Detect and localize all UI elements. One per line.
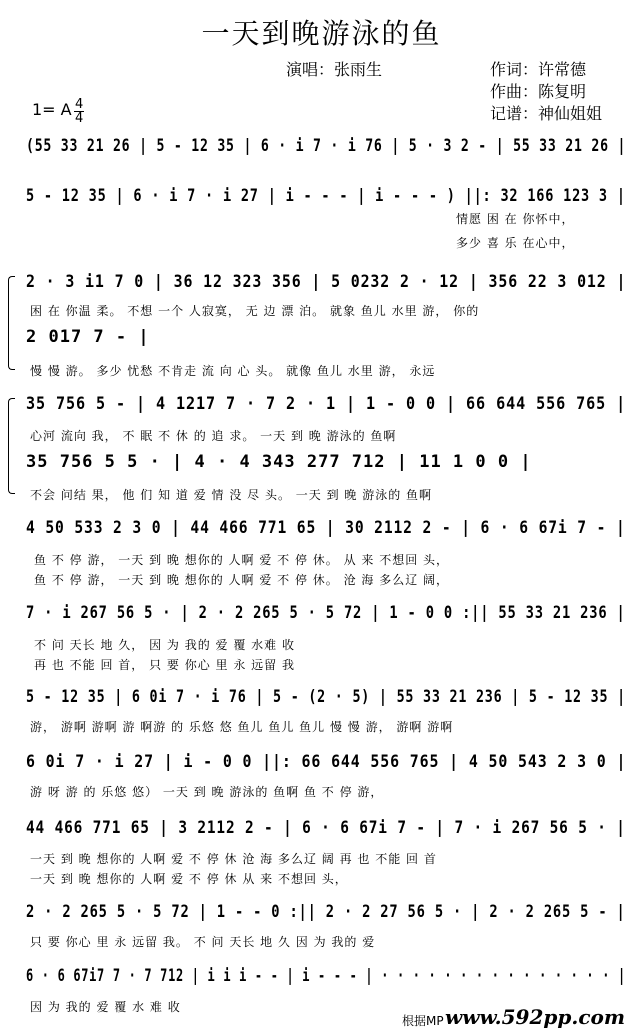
site-watermark: www.592pp.com: [445, 1005, 625, 1029]
notation-row: (55 33 21 26 | 5 - 12 35 | 6 · i 7 · i 76 | 5 · 3 2 - | 55 33 21 26 |: [26, 136, 627, 156]
notation-row: 2 · 3 i1 7 0 | 36 12 323 356 | 5 0232 2 · 12 | 356 22 3 012 |: [26, 272, 627, 292]
lyric-line: 只 要 你心 里 永 远留 我。 不 问 天长 地 久 因 为 我的 爱: [30, 935, 376, 949]
lyric-line: 情愿 困 在 你怀中，: [456, 212, 575, 226]
key-signature: 1= A: [32, 100, 72, 119]
lyric-line: 一天 到 晚 想你的 人啊 爱 不 停 休 沧 海 多么辽 阔 再 也 不能 回 首: [30, 852, 437, 866]
notation-row: 35 756 5 - | 4 1217 7 · 7 2 · 1 | 1 - 0 0 | 66 644 556 765 |: [26, 394, 627, 414]
time-signature: [74, 98, 84, 125]
notation-row: 5 - 12 35 | 6 · i 7 · i 27 | i - - - | i - - - ) ||: 32 166 123 3 |: [26, 186, 626, 206]
time-bottom: 4: [75, 111, 84, 126]
repeat-brace: [8, 398, 15, 494]
lyric-line: 再 也 不能 回 首， 只 要 你心 里 永 远留 我: [34, 658, 295, 672]
notation-row: 35 756 5 5 · | 4 · 4 343 277 712 | 11 1 0 0 |: [26, 452, 532, 472]
notation-row: 6 0i 7 · i 27 | i - 0 0 ||: 66 644 556 765 | 4 50 543 2 3 0 |: [26, 752, 627, 772]
notation-row: 4 50 533 2 3 0 | 44 466 771 65 | 30 2112 2 - | 6 · 6 67i 7 - |: [26, 518, 626, 538]
lyric-line: 因 为 我的 爱 覆 水 难 收: [30, 1000, 181, 1014]
singer-credit: 演唱：张雨生: [286, 60, 383, 79]
notation-row: 2 017 7 - |: [26, 327, 150, 347]
lyric-line: 鱼 不 停 游， 一天 到 晚 想你的 人啊 爱 不 停 休。 从 来 不想回 头，: [34, 553, 450, 567]
credit-note: 根据MP: [402, 1014, 444, 1028]
lyric-line: 游 呀 游 的 乐悠 悠） 一天 到 晚 游泳的 鱼啊 鱼 不 停 游，: [30, 785, 384, 799]
lyric-line: 慢 慢 游。 多少 忧愁 不肯走 流 向 心 头。 就像 鱼儿 水里 游， 永远: [30, 364, 436, 378]
lyric-line: 困 在 你温 柔。 不想 一个 人寂寞， 无 边 漂 泊。 就象 鱼儿 水里 游， 你的: [30, 304, 480, 318]
lyric-line: 多少 喜 乐 在心中，: [456, 236, 575, 250]
notation-row: 5 - 12 35 | 6 0i 7 · i 76 | 5 - (2 · 5) | 55 33 21 236 | 5 - 12 35 |: [26, 687, 626, 707]
lyric-line: 心河 流向 我， 不 眠 不 休 的 追 求。 一天 到 晚 游泳的 鱼啊: [30, 429, 397, 443]
notation-row: 44 466 771 65 | 3 2112 2 - | 6 · 6 67i 7 - | 7 · i 267 56 5 · |: [26, 818, 626, 838]
lyric-line: 不 问 天长 地 久， 因 为 我的 爱 覆 水难 收: [34, 638, 295, 652]
song-title: 一天到晚游泳的鱼: [201, 17, 442, 50]
lyricist-credit: 作词：许常德: [490, 60, 587, 79]
notation-row: 6 · 6 67i7 7 · 7 712 | i i i - - | i - - - | · · · · · · · · · · · · · · · |: [26, 966, 626, 986]
notation-row: 2 · 2 265 5 · 5 72 | 1 - - 0 :|| 2 · 2 27 56 5 · | 2 · 2 265 5 - |: [26, 902, 626, 922]
composer-credit: 作曲：陈复明: [490, 82, 587, 101]
lyric-line: 不会 问结 果， 他 们 知 道 爱 情 没 尽 头。 一天 到 晚 游泳的 鱼啊: [30, 488, 433, 502]
lyric-line: 鱼 不 停 游， 一天 到 晚 想你的 人啊 爱 不 停 休。 沧 海 多么辽 阔，: [34, 573, 450, 587]
time-top: 4: [75, 97, 84, 112]
notation-row: 7 · i 267 56 5 · | 2 · 2 265 5 · 5 72 | 1 - 0 0 :|| 55 33 21 236 |: [26, 603, 626, 623]
lyric-line: 一天 到 晚 想你的 人啊 爱 不 停 休 从 来 不想回 头，: [30, 872, 348, 886]
transcriber-credit: 记谱：神仙姐姐: [490, 104, 603, 123]
lyric-line: 游， 游啊 游啊 游 啊游 的 乐悠 悠 鱼儿 鱼儿 鱼儿 慢 慢 游， 游啊 游啊: [30, 720, 454, 734]
repeat-brace: [8, 276, 15, 370]
